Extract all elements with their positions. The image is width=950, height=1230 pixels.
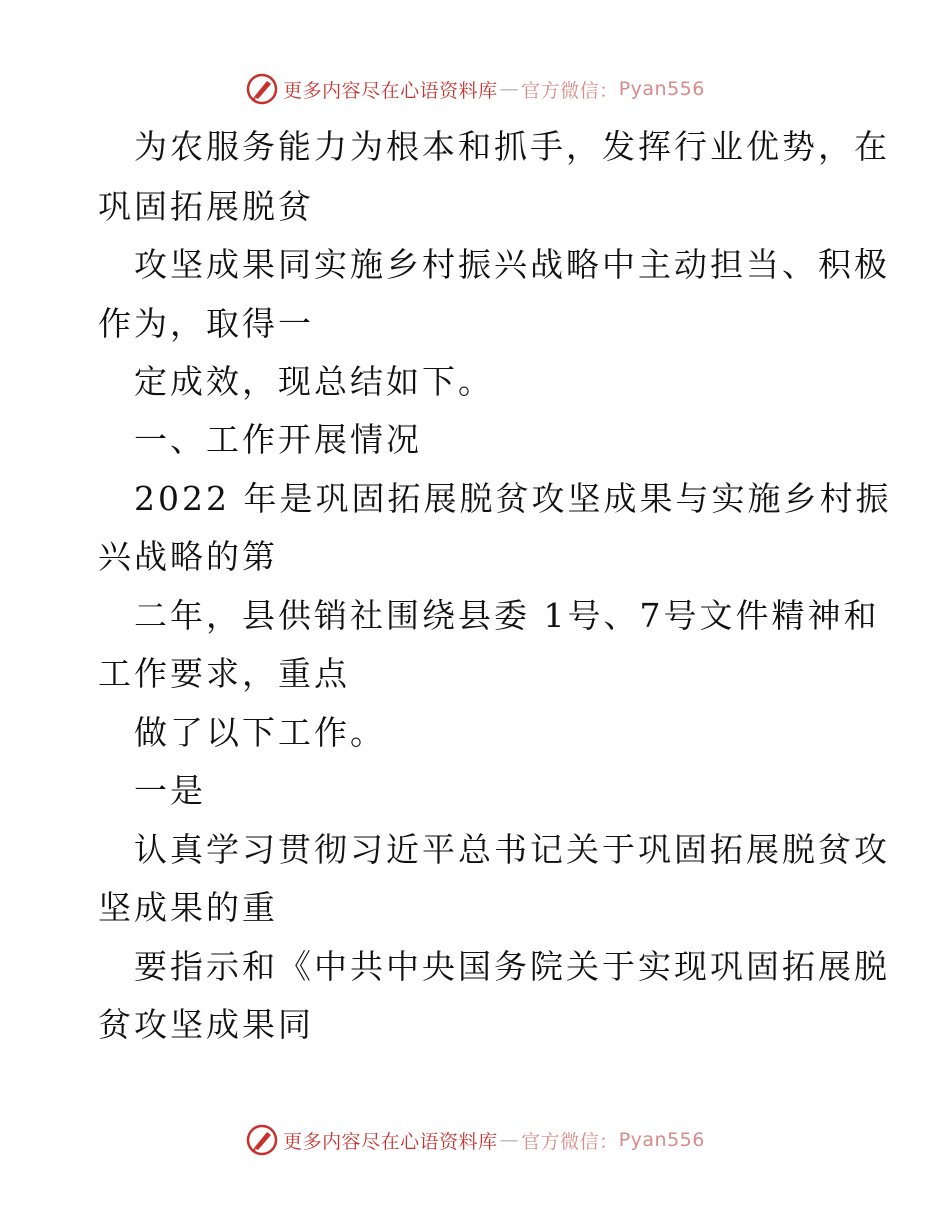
- watermark-wechat-id: Pyan556: [618, 1129, 705, 1151]
- watermark-label: 官方微信：: [521, 1130, 619, 1153]
- body-line: 攻坚成果同实施乡村振兴战略中主动担当、积极: [134, 245, 890, 284]
- body-line: 作为，取得一: [98, 304, 314, 343]
- body-line: 2022 年是巩固拓展脱贫攻坚成果与实施乡村振: [134, 479, 892, 518]
- watermark-brand: 更多内容尽在心语资料库: [283, 1130, 498, 1153]
- watermark-wechat-id: Pyan556: [618, 78, 705, 100]
- footer-watermark: [0, 1120, 950, 1160]
- watermark-separator: —: [499, 1129, 520, 1151]
- body-line: 要指示和《中共中央国务院关于实现巩固拓展脱: [134, 947, 890, 986]
- body-line: 坚成果的重: [98, 888, 278, 927]
- body-line: 二年，县供销社围绕县委 1号、7号文件精神和: [134, 596, 880, 635]
- header-watermark: [0, 69, 950, 109]
- body-line: 兴战略的第: [98, 537, 278, 576]
- body-line: 一是: [134, 771, 206, 810]
- body-line: 做了以下工作。: [134, 713, 386, 752]
- section-heading: 一、工作开展情况: [134, 420, 422, 459]
- body-line: 巩固拓展脱贫: [98, 187, 314, 226]
- quill-pen-logo-icon: [245, 1123, 279, 1157]
- watermark-separator: —: [499, 78, 520, 100]
- watermark-brand: 更多内容尽在心语资料库: [283, 79, 498, 102]
- body-line: 定成效，现总结如下。: [134, 362, 494, 401]
- body-line: 贫攻坚成果同: [98, 1005, 314, 1044]
- body-line: 认真学习贯彻习近平总书记关于巩固拓展脱贫攻: [134, 830, 890, 869]
- quill-pen-logo-icon: [245, 72, 279, 106]
- watermark-label: 官方微信：: [521, 79, 619, 102]
- body-line: 为农服务能力为根本和抓手，发挥行业优势，在: [134, 127, 890, 166]
- body-line: 工作要求，重点: [98, 654, 350, 693]
